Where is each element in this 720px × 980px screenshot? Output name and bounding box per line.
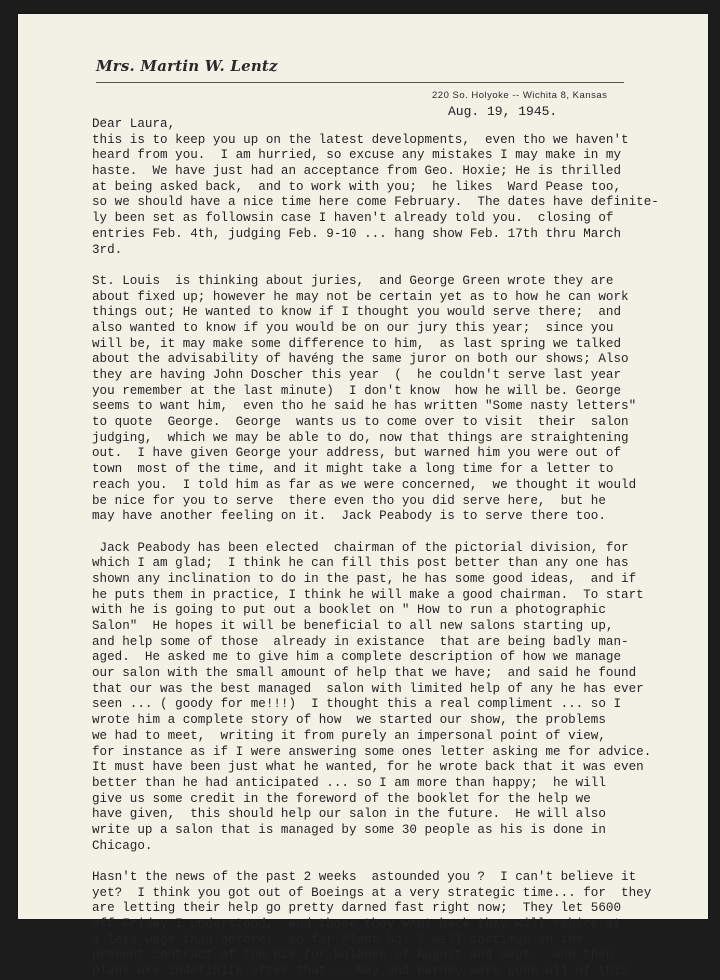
paragraph-gap: [92, 258, 702, 274]
letter-line: present contract of the B29 for balance of August and Sept. and then: [92, 948, 614, 963]
letter-line: Salon" He hopes it will be beneficial to all new salons starting up,: [92, 619, 614, 633]
letter-body: [92, 117, 702, 980]
paragraph-gap: [92, 525, 702, 541]
letter-line: about the advisability of havéng the same juror on both our shows; Also: [92, 352, 629, 367]
letter-line: also wanted to know if you would be on our jury this year; since you: [92, 320, 614, 335]
letter-line: he puts them in practice, I think he will make a good chairman. To start: [92, 587, 644, 602]
letter-line: a less wage than before; so far Plant No. 2 will contimue on the: [92, 932, 584, 947]
letter-line: with he is going to put out a booklet on " How to run a photographic: [92, 603, 606, 618]
letter-line: yet? I think you got out of Boeings at a very strategic time... for they: [92, 885, 652, 900]
letter-line: and help some of those already in existance that are being badly man-: [92, 634, 629, 649]
letter-line: seems to want him, even tho he said he has written "Some nasty letters": [92, 399, 637, 414]
letter-line: may have another feeling on it. Jack Peabody is to serve there too.: [92, 509, 606, 524]
letter-line: things out; He wanted to know if I thought you would serve there; and: [92, 305, 622, 320]
letter-line: entries Feb. 4th, judging Feb. 9-10 ... hang show Feb. 17th thru March: [92, 226, 622, 241]
letter-line: are letting their help go pretty darned fast right now; They let 5600: [92, 901, 622, 916]
letter-line: judging, which we may be able to do, now that things are straightening: [92, 430, 629, 445]
letter-line: Chicago.: [92, 838, 153, 853]
salutation: Dear Laura,: [92, 117, 176, 131]
letter-line: at being asked back, and to work with you; he likes Ward Pease too,: [92, 179, 622, 194]
letter-line: town most of the time, and it might take a long time for a letter to: [92, 462, 614, 477]
letter-line: to quote George. George wants us to come over to visit their salon: [92, 415, 629, 430]
letter-line: for instance as if I were answering some ones letter asking me for advice.: [92, 744, 652, 759]
letter-line: write up a salon that is managed by some 30 people as his is done in: [92, 822, 606, 837]
letter-line: this is to keep you up on the latest developments, even tho we haven't: [92, 132, 629, 147]
letter-line: plans are indefinite after that... Ray and Barney were gone all of this: [92, 964, 629, 979]
letter-line: be nice for you to serve there even tho you did serve here, but he: [92, 493, 606, 508]
letter-line: so we should have a nice time here come February. The dates have definite-: [92, 195, 659, 210]
letter-line: 3rd.: [92, 242, 123, 257]
letter-line: haste. We have just had an acceptance from Geo. Hoxie; He is thrilled: [92, 164, 622, 179]
letter-line: wrote him a complete story of how we started our show, the problems: [92, 713, 606, 728]
letter-line: reach you. I told him as far as we were concerned, we thought it would: [92, 477, 637, 492]
letter-line: which I am glad; I think he can fill this post better than any one has: [92, 556, 629, 571]
letter-line: Jack Peabody has been elected chairman of the pictorial division, for: [92, 540, 629, 555]
letter-line: ly been set as followsin case I haven't already told you. closing of: [92, 211, 614, 226]
letter-line: It must have been just what he wanted, for he wrote back that it was even: [92, 760, 644, 775]
letterhead-rule: [96, 82, 624, 83]
letterhead-name: Mrs. Martin W. Lentz: [96, 57, 278, 75]
paragraph-gap: [92, 854, 702, 870]
letter-date: Aug. 19, 1945.: [448, 104, 558, 119]
letter-line: they are having John Doscher this year ( he couldn't serve last year: [92, 368, 622, 382]
letter-line: you remember at the last minute) I don't know how he will be. George: [92, 383, 622, 398]
letter-line: heard from you. I am hurried, so excuse any mistakes I may make in my: [92, 148, 622, 163]
letter-line: will be, it may make some difference to him, as last spring we talked: [92, 336, 622, 351]
letter-line: off Friday I understand, and those they want back they will rehire at: [92, 917, 622, 932]
letter-line: have given, this should help our salon in the future. He will also: [92, 807, 606, 822]
letter-line: seen ... ( goody for me!!!) I thought this a real compliment ... so I: [92, 697, 622, 712]
letter-line: shown any inclination to do in the past, he has some good ideas, and if: [92, 571, 637, 586]
letter-line: better than he had anticipated ... so I am more than happy; he will: [92, 775, 606, 790]
letter-line: aged. He asked me to give him a complete description of how we manage: [92, 650, 622, 665]
letter-line: we had to meet, writing it from purely an impersonal point of view,: [92, 728, 606, 743]
letterhead-address: 220 So. Holyoke -- Wichita 8, Kansas: [432, 90, 608, 101]
letter-line: out. I have given George your address, but warned him you were out of: [92, 446, 622, 461]
letter-line: give us some credit in the foreword of the booklet for the help we: [92, 791, 591, 806]
letter-line: St. Louis is thinking about juries, and George Green wrote they are: [92, 273, 614, 288]
letter-line: that our was the best managed salon with limited help of any he has ever: [92, 681, 644, 696]
letter-line: our salon with the small amount of help that we have; and said he found: [92, 666, 637, 681]
letter-line: Hasn't the news of the past 2 weeks astounded you ? I can't believe it: [92, 870, 637, 884]
letter-line: about fixed up; however he may not be certain yet as to how he can work: [92, 289, 629, 304]
